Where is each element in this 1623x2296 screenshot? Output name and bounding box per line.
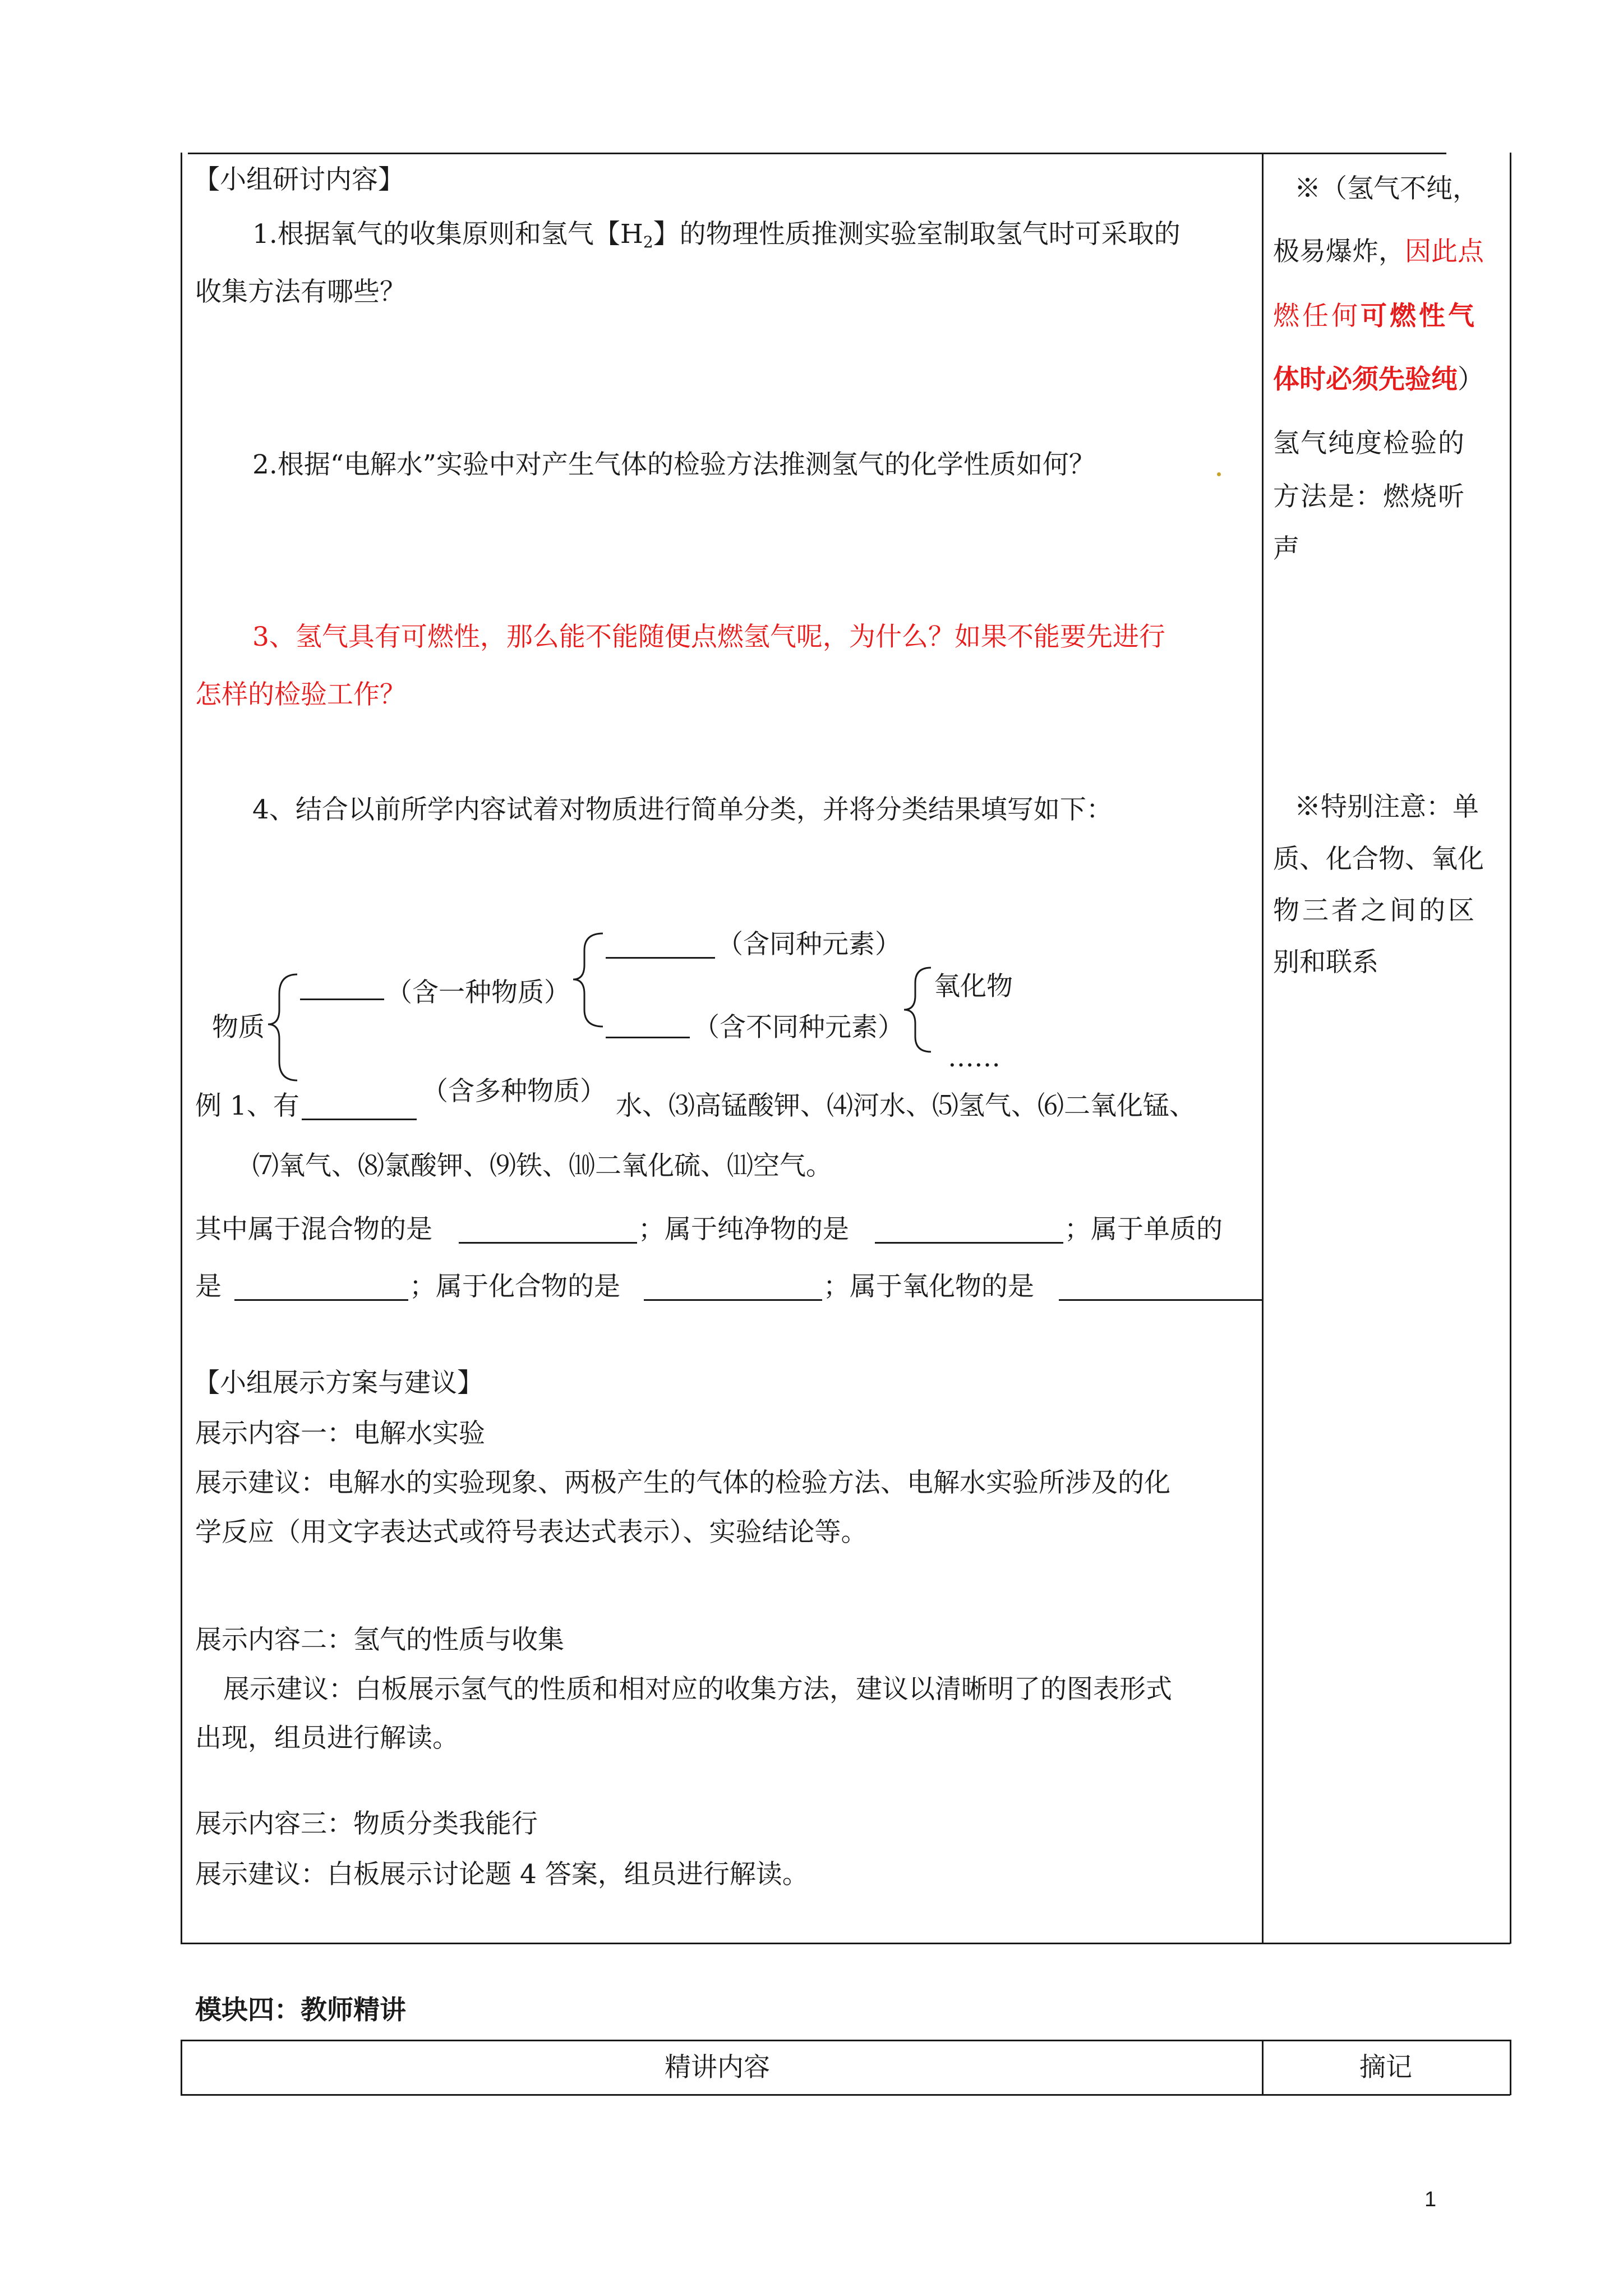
note-1-line-4-bold: 体时必须先验纯 [1273,364,1458,395]
fill-element-label-cont: 是 [195,1271,222,1302]
question-2: 2.根据“电解水”实验中对产生气体的检验方法推测氢气的化学性质如何？ [252,449,1095,480]
presentation-content-1-title: 展示内容一：电解水实验 [195,1418,485,1449]
note-1-line-4 [1273,366,1484,393]
fill-mixture-label: 其中属于混合物的是 [195,1214,432,1245]
inner-brace [573,933,603,1027]
presentation-content-2-title: 展示内容二：氢气的性质与收集 [195,1625,564,1655]
label-oxide: 氧化物 [934,971,1013,1002]
tree-root-label: 物质 [212,1012,265,1043]
label-same-element: （含同种元素） [717,929,901,960]
lower-table-top-border [181,2040,1510,2041]
note-2-line-3: 声 [1273,533,1299,564]
label-ellipsis: …… [948,1042,1000,1073]
note-1-line-2-text: 极易爆炸， [1273,236,1405,267]
blank-pure-substance [300,999,384,1000]
column-header-content: 精讲内容 [665,2052,770,2083]
presentation-content-1-advice-1: 展示建议：电解水的实验现象、两极产生的气体的检验方法、电解水实验所涉及的化 [195,1467,1170,1498]
label-one-substance: （含一种物质） [386,977,570,1008]
question-1-line-2: 收集方法有哪些？ [195,277,406,307]
note-1-line-4-end: ） [1458,364,1484,395]
note-1-line-3-text: 燃任何 [1273,301,1361,332]
fill-pure-label: ；属于纯净物的是 [638,1214,849,1245]
label-multi-substance: （含多种物质） [422,1076,606,1107]
note-1-line-1: ※（氢气不纯， [1294,173,1479,204]
presentation-content-2-advice-2: 出现，组员进行解读。 [195,1723,459,1754]
note-3-line-4: 别和联系 [1273,947,1378,978]
note-2-line-1: 氢气纯度检验的 [1273,428,1465,459]
fill-mixture-blank[interactable] [459,1242,637,1244]
fill-element-label: ；属于单质的 [1064,1214,1223,1245]
example-1-line-2: ⑺氧气、⑻氯酸钾、⑼铁、⑽二氧化硫、⑾空气。 [252,1151,832,1181]
fill-element-blank[interactable] [234,1299,408,1301]
blank-element [606,957,715,959]
note-2-line-2: 方法是：燃烧听 [1273,481,1465,512]
question-1-pre: 1.根据氧气的收集原则和氢气【H [252,219,643,250]
lower-table-left-border [181,2040,182,2095]
label-diff-element: （含不同种元素） [693,1012,904,1043]
fill-compound-blank[interactable] [644,1299,822,1301]
column-header-notes: 摘记 [1359,2052,1412,2083]
blank-mixture [302,1119,417,1120]
example-1-prefix: 例 1、有 [195,1091,299,1121]
note-3-line-2: 质、化合物、氧化 [1273,844,1484,875]
note-1-line-3 [1273,301,1477,332]
fill-pure-blank[interactable] [875,1242,1063,1244]
lower-table-bottom-border [181,2094,1510,2096]
question-3-line-1: 3、氢气具有可燃性，那么能不能随便点燃氢气呢，为什么？如果不能要先进行 [252,622,1165,652]
question-4: 4、结合以前所学内容试着对物质进行简单分类，并将分类结果填写如下： [252,794,1113,825]
note-1-line-3-bold: 可燃性气 [1361,301,1477,332]
blank-compound [606,1037,690,1038]
lower-table-right-border [1510,2040,1511,2095]
presentation-content-2-advice-1: 展示建议：白板展示氢气的性质和相对应的收集方法，建议以清晰明了的图表形式 [223,1674,1172,1705]
example-1-line-1: 水、⑶高锰酸钾、⑷河水、⑸氢气、⑹二氧化锰、 [616,1091,1196,1121]
question-1-post: 】的物理性质推测实验室制取氢气时可采取的 [653,219,1181,250]
note-1-line-2 [1273,238,1484,265]
fill-oxide-blank[interactable] [1059,1299,1262,1301]
presentation-content-3-title: 展示内容三：物质分类我能行 [195,1809,538,1839]
outer-brace [268,974,297,1080]
fill-compound-label: ；属于化合物的是 [409,1271,620,1302]
question-3-line-2: 怎样的检验工作？ [195,679,406,710]
lower-table-column-divider [1262,2040,1264,2095]
discussion-header: 【小组研讨内容】 [193,164,404,195]
fill-oxide-label: ；属于氧化物的是 [823,1271,1034,1302]
presentation-header: 【小组展示方案与建议】 [193,1368,483,1398]
note-3-line-3: 物三者之间的区 [1273,895,1477,926]
note-1-line-2-red: 因此点 [1405,236,1484,267]
presentation-content-3-advice: 展示建议：白板展示讨论题 4 答案，组员进行解读。 [195,1859,809,1890]
page-number: 1 [1424,2188,1437,2211]
table-bottom-border [181,1943,1510,1944]
note-3-line-1: ※特别注意：单 [1294,792,1479,822]
h2-subscript: 2 [643,233,653,251]
module-4-title: 模块四：教师精讲 [195,1995,406,2026]
compound-brace [904,968,931,1052]
presentation-content-1-advice-2: 学反应（用文字表达式或符号表达式表示）、实验结论等。 [195,1517,868,1548]
